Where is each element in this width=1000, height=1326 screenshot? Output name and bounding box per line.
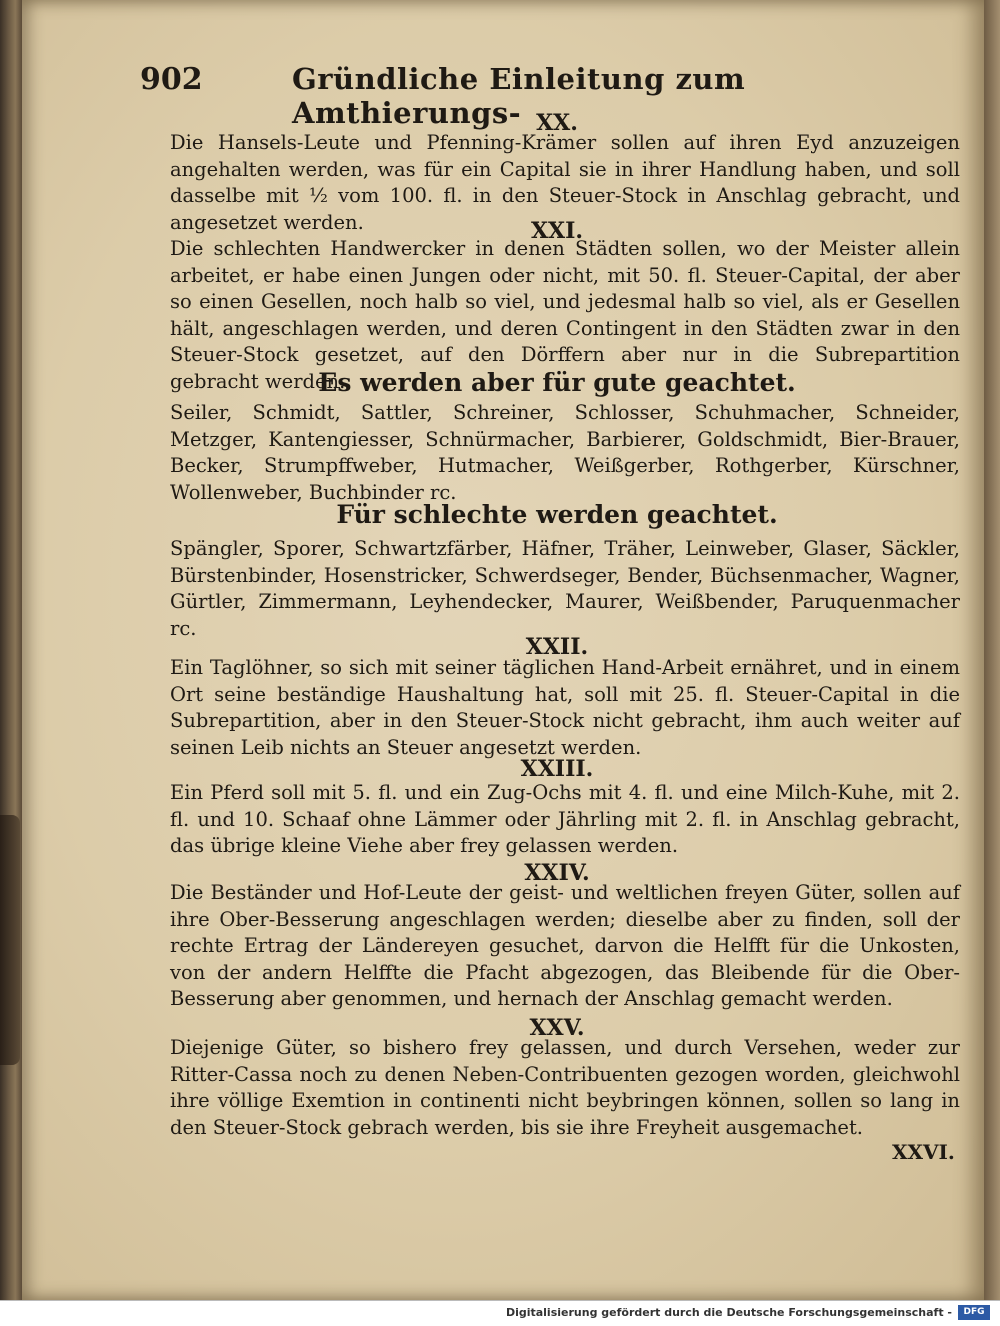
page-number: 902 (140, 62, 203, 97)
footer-bar (0, 1300, 1000, 1326)
section-text-xxi: Die schlechten Handwercker in denen Städten sollen, wo der Meister allein arbeitet, er habe einen Jungen oder nicht, mit 50. fl. Steuer-Capital, der aber so einen Gesellen, noch halb so viel, und jedesmal halb so viel, als er Gesellen hält, angeschlagen werden, und deren Contingent in den Städten zwar in den Steuer-Stock gesetzet, auf den Dörffern aber nur in die Subrepartition gebracht werden. (170, 237, 960, 393)
footer-credit: Digitalisierung gefördert durch die Deutsche Forschungsgemeinschaft - (505, 1306, 952, 1319)
section-heading-xx: XX. (536, 110, 578, 136)
catchword: XXVI. (892, 1140, 955, 1164)
bad-trades-list: Spängler, Sporer, Schwartzfärber, Häfner, Träher, Leinweber, Glaser, Säckler, Bürstenbinder, Hosenstricker, Schwerdseger, Bender, Büchsenmacher, Wagner, Gürtler, Zimmermann, Leyhendecker, Maurer, Weißbender, Paruquenmacher rc. (170, 537, 960, 640)
section-heading-xxv: XXV. (529, 1015, 585, 1041)
section-heading-xxiii: XXIII. (520, 756, 594, 782)
book-page (22, 0, 984, 1300)
dfg-logo-icon: DFG (958, 1305, 990, 1320)
section-text-xx: Die Hansels-Leute und Pfenning-Krämer sollen auf ihren Eyd anzuzeigen angehalten werden, was für ein Capital sie in ihrer Handlung haben, und soll dasselbe mit ½ vom 100. fl. in den Steuer-Stock in Anschlag gebracht, und angesetzet werden. (170, 131, 960, 234)
good-trades-heading: Es werden aber für gute geachtet. (318, 368, 796, 397)
book-spine (0, 0, 22, 1325)
section-text-xxiv: Die Beständer und Hof-Leute der geist- und weltlichen freyen Güter, sollen auf ihre Ober-Besserung angeschlagen werden; dieselbe aber zu finden, soll der rechte Ertrag der Ländereyen gesuchet, darvon die Helfft für die Unkosten, von der andern Helffte die Pfacht abgezogen, das Bleibende für die Ober-Besserung aber genommen, und hernach der Anschlag gemacht werden. (170, 881, 960, 1010)
next-page-edge (984, 0, 1000, 1300)
bad-trades-heading: Für schlechte werden geachtet. (336, 500, 778, 529)
section-heading-xxii: XXII. (525, 634, 589, 660)
book-edge (0, 815, 20, 1065)
section-text-xxiii: Ein Pferd soll mit 5. fl. und ein Zug-Ochs mit 4. fl. und eine Milch-Kuhe, mit 2. fl. und 10. Schaaf ohne Lämmer oder Jährling mit 2. fl. in Anschlag gebracht, das übrige kleine Viehe aber frey gelassen werden. (170, 781, 960, 857)
running-head: Gründliche Einleitung zum Amthierungs- (292, 62, 746, 130)
section-heading-xxi: XXI. (530, 218, 584, 244)
section-text-xxii: Ein Taglöhner, so sich mit seiner täglichen Hand-Arbeit ernähret, und in einem Ort seine beständige Haushaltung hat, soll mit 25. fl. Steuer-Capital in die Subrepartition, aber in den Steuer-Stock nicht gebracht, ihm auch weiter auf seinen Leib nichts an Steuer angesetzt werden. (170, 656, 960, 759)
section-heading-xxiv: XXIV. (524, 860, 590, 886)
good-trades-list: Seiler, Schmidt, Sattler, Schreiner, Schlosser, Schuhmacher, Schneider, Metzger, Kantengiesser, Schnürmacher, Barbierer, Goldschmidt, Bier-Brauer, Becker, Strumpffweber, Hutmacher, Weißgerber, Rothgerber, Kürschner, Wollenweber, Buchbinder rc. (170, 401, 960, 504)
section-text-xxv: Diejenige Güter, so bishero frey gelassen, und durch Versehen, weder zur Ritter-Cassa noch zu denen Neben-Contribuenten gezogen worden, gleichwohl ihre völlige Exemtion in continenti nicht beybringen können, sollen so lang in den Steuer-Stock gebrach werden, bis sie ihre Freyheit ausgemachet. (170, 1036, 960, 1139)
